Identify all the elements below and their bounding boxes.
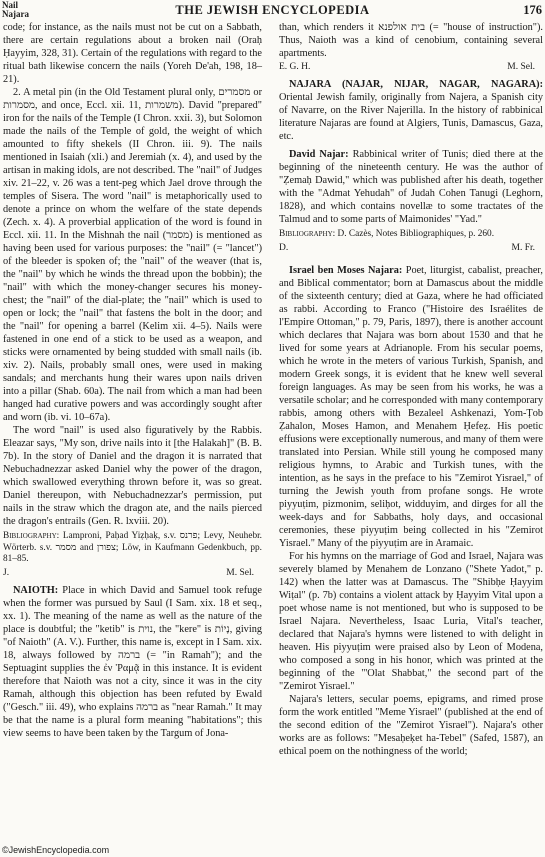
entry-heading: Israel ben Moses Najara:	[289, 264, 403, 276]
entry-text: Rabbinical writer of Tunis; died there at the beginning of the nineteenth century. He was the author of "Ẓemaḥ Dawid," which was published after his death, together with the "Admat Yehudah" of Judah Cohen Tanugi (Leghorn, 1828), and which contains novellæ to some tractates of the Talmud and to some parts of Maimonides' "Yad."	[279, 149, 543, 225]
article-naioth	[3, 584, 262, 740]
bibliography	[3, 531, 262, 566]
signature-author: M. Fr.	[511, 242, 535, 253]
signature-initials: E. G. H.	[279, 62, 311, 72]
article-heading: NAJARA (NAJAR, NIJAR, NAGAR, NAGARA):	[289, 79, 543, 90]
author-signature	[3, 567, 262, 580]
entry-heading: David Najar:	[289, 149, 349, 160]
paragraph: For his hymns on the marriage of God and Israel, Najara was severely blamed by Menahem de Lonzano ("Shete Yadot," p. 142) when the latter was at Damascus. The "Shibḥe Ḥayyim Wiṭal" (p. 7b) contains a violent attack by Ḥayyim Vital upon a poet whose name is not mentioned, but who is supposed to be Israel Najara. Nevertheless, Isaac Luria, Vital's teacher, declared that Najara's hymns were listened to with delight in heaven. His piyyuṭim were praised also by Leon of Modena, who composed a song in his honor, which was printed at the beginning of the "'Olat Shabbat," the second part of the "Zemirot Yisrael."	[279, 550, 543, 692]
article-text: Place in which David and Samuel took refuge when the former was pursued by Saul (I Sam. xix. 18 et seq., xx. 1). The meaning of the name as well as the nature of the place is doubtful; the "ketib" is נוית, the "kere" is נָיוֹת, giving "of Naioth" (A. V.). Further, this name is, except in I Sam. xix. 18, always followed by ברמה (= "in Ramah"); and the Septuagint supplies the ἐν Ῥαμᾷ in this instance. It is evident therefore that Naioth was not a city, since it was in the city Ramah, although this objection has been refuted by Ewald ("Gesch." iii. 49), who explains ברמה as "near Ramah." It may be that the name is a plural form meaning "habitations"; this view seems to have been taken by the Targum of Jona-	[3, 584, 262, 739]
signature-author: M. Sel.	[507, 62, 535, 72]
page-number: 176	[523, 3, 542, 17]
signature-initials: J.	[3, 567, 10, 578]
article-najara	[279, 78, 543, 143]
signature-initials: D.	[279, 242, 289, 253]
paragraph: 2. A metal pin (in the Old Testament plural only, מסמרים or מסמרות, and once, Eccl. xii. 11, משמרות). David "prepared" iron for the nails of the Temple (I Chron. xxii. 3), but Solomon made the nails of the Temple of gold, the weight of which amounted to fifty shekels (II Chron. iii. 9). The nails mentioned in Isaiah (xli.) and Jeremiah (x. 4), and used by the artisan in making idols, are not described. The "nail" of Judges xiv. 21–22, v. 26 was a tent-peg which Jael drove through the temples of Sisera. The word "nail" is metaphorically used to denote a prince on whom the welfare of the state depends (Zech. x. 4). A proverbial application of the word is found in Eccl. xii. 11. In the Mishnah the nail (מסמר) is mentioned as having been used for various purposes: the "nail" (= "lancet") of the bleeder is spoken of; the "nail" of the weaver (that is, the "nail" by which he winds the thread upon the bobbin); the "nail" with which the money-changer secures his money-chest; the "nail" of the dial-plate; the "nail" which is used to open or lock; the "nail" that fastens the bolt in the door; and the "nail" for opening a barrel (Kelim xii. 4–5). Nails were fastened in one end of a stick to be used as a weapon, and sticks were ornamented by being studded with small nails (ib. xiv. 2). Nails, probably small ones, were used in making sandals; and merchants hung their wares upon nails driven into a pillar (Shab. 60a). The nail from which a man had been hanged had curative powers and was accordingly sought after and worn (ib. vi. 10–67a).	[3, 87, 262, 423]
article-text: Oriental Jewish family, originally from Najera, a Spanish city of Navarre, on the River Najerilla. In the history of rabbinical literature Najaras are found at Algiers, Tunis, Damascus, Gaza, etc.	[279, 92, 543, 142]
entry-text: Poet, liturgist, cabalist, preacher, and Biblical commentator; born at Damascus about the middle of the sixteenth century; died at Gaza, where he had officiated as rabbi. According to Franco ("Histoire des Israélites de l'Empire Ottoman," p. 79, Paris, 1897), there is another account which declares that Najara was born about 1530 and that he lived for some years at Adrianople. From his secular poems, which he wrote in the meters of various Turkish, Spanish, and modern Greek songs, it is evident that he knew well several foreign languages. As may be seen from his works, he was a versatile scholar; and he corresponded with many contemporary rabbis, among others with Bezaleel Ashkenazi, Yom-Ṭob Ẓahalon, Moses Hamon, and Menahem Ḥefeẓ. His poetic effusions were exceptionally numerous, and many of them were translated into Persian. While still young he composed many religious hymns, to Arabic and Turkish tunes, with the intention, as he says in the preface to his "Zemirot Yisrael," of turning the Jewish youth from profane songs. He wrote piyyuṭim, pizmonim, seliḥot, widduyim, and dirges for all the week-days and for Sabbaths, holy days, and occasional ceremonies, these piyyuṭim being collected in his "Zemirot Yisrael." Many of the piyyuṭim are in Aramaic.	[279, 264, 544, 549]
paragraph: code; for instance, as the nails must not be cut on a Sabbath, there are certain regulations about a broken nail (Oraḥ Ḥayyim, 328, 31). Certain of the regulations with regard to the ritual bath likewise concern the nails (Yoreh De'ah, 198, 18–21).	[3, 22, 262, 85]
copyright-footer: ©JewishEncyclopedia.com	[2, 845, 110, 855]
running-title: THE JEWISH ENCYCLOPEDIA	[175, 3, 370, 17]
bibliography-label: Bibliography:	[279, 229, 336, 239]
running-head-word-1: Nail	[2, 0, 19, 10]
author-signature	[279, 61, 543, 74]
page-header	[0, 0, 545, 20]
entry-israel-najara	[279, 264, 543, 550]
left-column	[3, 21, 262, 740]
right-column	[279, 21, 543, 758]
bibliography	[279, 229, 543, 241]
bibliography-text: Lamproni, Paḥad Yiẓḥaḳ, s.v. פרנס; Levy, Neuhebr. Wörterb. s.v. מסמר and צפורן; Löw, in Kaufmann Gedenkbuch, pp. 81–85.	[3, 531, 262, 564]
paragraph: The word "nail" is used also figuratively by the Rabbis. Eleazar says, "My son, drive nails into it [the Halakah]" (B. B. 7b). In the story of Daniel and the dragon it is narrated that Nebuchadnezzar asked Daniel why the power of the dragon, which swallowed everything thrown before it, was so great. Daniel thereupon, with Nebuchadnezzar's permission, put nails in the straw which the dragon ate, and the nails pierced the dragon's entrails (Gen. R. lxviii. 20).	[3, 425, 262, 527]
bibliography-label: Bibliography:	[3, 531, 60, 541]
author-signature	[279, 242, 543, 255]
paragraph: than, which renders it בית אולפנא (= "house of instruction"). Thus, Naioth was a kind of cenobium, containing several apartments.	[279, 22, 543, 59]
paragraph: Najara's letters, secular poems, epigrams, and rimed prose form the work entitled "Meme Yisrael" (published at the end of the second edition of the "Zemirot Yisrael"). Najara's other works are as follows: "Mesaḥeḳet ha-Tebel" (Safed, 1587), an ethical poem on the nothingness of the world;	[279, 693, 543, 757]
signature-author: M. Sel.	[226, 567, 254, 578]
entry-david-najar	[279, 148, 543, 226]
bibliography-text: D. Cazès, Notes Bibliographiques, p. 260.	[335, 229, 495, 239]
running-head-word-2: Najara	[2, 9, 29, 19]
article-heading: NAIOTH:	[13, 584, 59, 596]
